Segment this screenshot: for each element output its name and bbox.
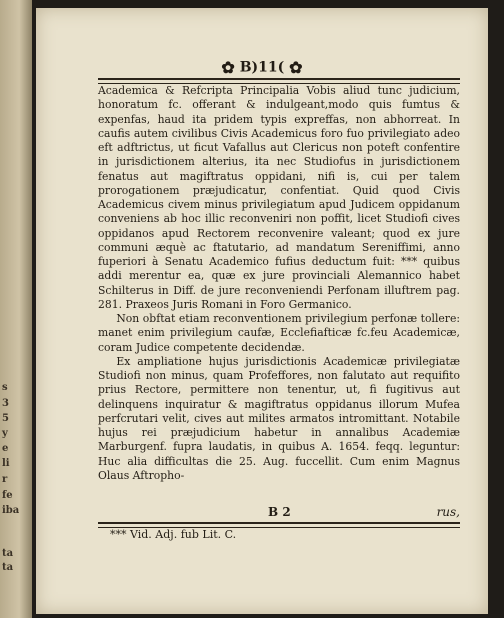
- gutter-mark: li: [2, 458, 10, 469]
- signature-mark: B 2: [268, 505, 291, 519]
- page-number: B)11(: [239, 59, 285, 76]
- body-text: [98, 84, 460, 483]
- facing-page-text-fragments: [2, 0, 28, 618]
- paragraph: Ex ampliatione hujus jurisdictionis Academicæ privilegiatæ Studiofi non minus, quam Profeffores, non falutato aut requifito prius Rectore, permittere non tenentur, ut, fi fugitivus aut delinquens inquiratur & magiftratus oppidanus illorum Mufea perfcrutari velit, cives aut milites armatos intromittant. Notabile hujus rei præjudicium habetur in annalibus Academiæ Marburgenf. fupra laudatis, in quibus A. 1654. feqq. leguntur: Huc alia difficultas die 25. Aug. fuccellit. Cum enim Magnus Olaus Aftropho-: [98, 354, 460, 482]
- gutter-mark: r: [2, 474, 8, 485]
- gutter-mark: 3: [2, 398, 9, 409]
- gutter-mark: iba: [2, 505, 20, 516]
- gutter-mark: y: [2, 428, 8, 439]
- flower-ornament-icon: ✿: [221, 58, 235, 77]
- gutter-mark: s: [2, 382, 8, 393]
- book-page: [36, 8, 488, 614]
- gutter-mark: ta: [2, 562, 14, 573]
- gutter-mark: 5: [2, 413, 9, 424]
- footnote: *** Vid. Adj. fub Lit. C.: [110, 528, 237, 541]
- gutter-mark: fe: [2, 490, 13, 501]
- paragraph: Non obftat etiam reconventionem privilegium perfonæ tollere: manet enim privilegium caufæ, Ecclefiafticæ fc.feu Academicæ, coram Judice competente decidendæ.: [98, 312, 460, 354]
- gutter-mark: ta: [2, 548, 14, 559]
- gutter-mark: e: [2, 443, 9, 454]
- facing-page-edge: [0, 0, 32, 618]
- catchword: rus,: [436, 505, 460, 519]
- signature-line: [98, 505, 460, 521]
- page-header: [36, 58, 488, 77]
- flower-ornament-icon: ✿: [289, 58, 303, 77]
- paragraph: Academica & Refcripta Principalia Vobis aliud tunc judicium, honoratum fc. offerant & indulgeant,modo quis fumtus & expenfas, haud ita pridem typis expreffas, non abhorreat. In caufis autem civilibus Civis Academicus foro fuo privilegiato adeo eft adftrictus, ut ficut Vafallus aut Clericus non poteft confentire in jurisdictionem alterius, ita nec Studiofus in jurisdictionem fenatus aut magiftratus oppidani, nifi is, cui per talem prorogationem præjudicatur, confentiat. Quid quod Civis Academicus civem minus privilegiatum apud Judicem oppidanum conveniens ab hoc illic reconveniri non poffit, licet Studiofi cives oppidanos apud Rectorem reconvenire valeant; quod ex jure communi æquè ac ftatutario, ad mandatum Sereniffimi, anno fuperiori à Senatu Academico fufius deductum fuit: *** quibus addi merentur ea, quæ ex jure provinciali Alemannico habet Schilterus in Diff. de jure reconveniendi Perfonam illuftrem pag. 281. Praxeos Juris Romani in Foro Germanico.: [98, 84, 460, 311]
